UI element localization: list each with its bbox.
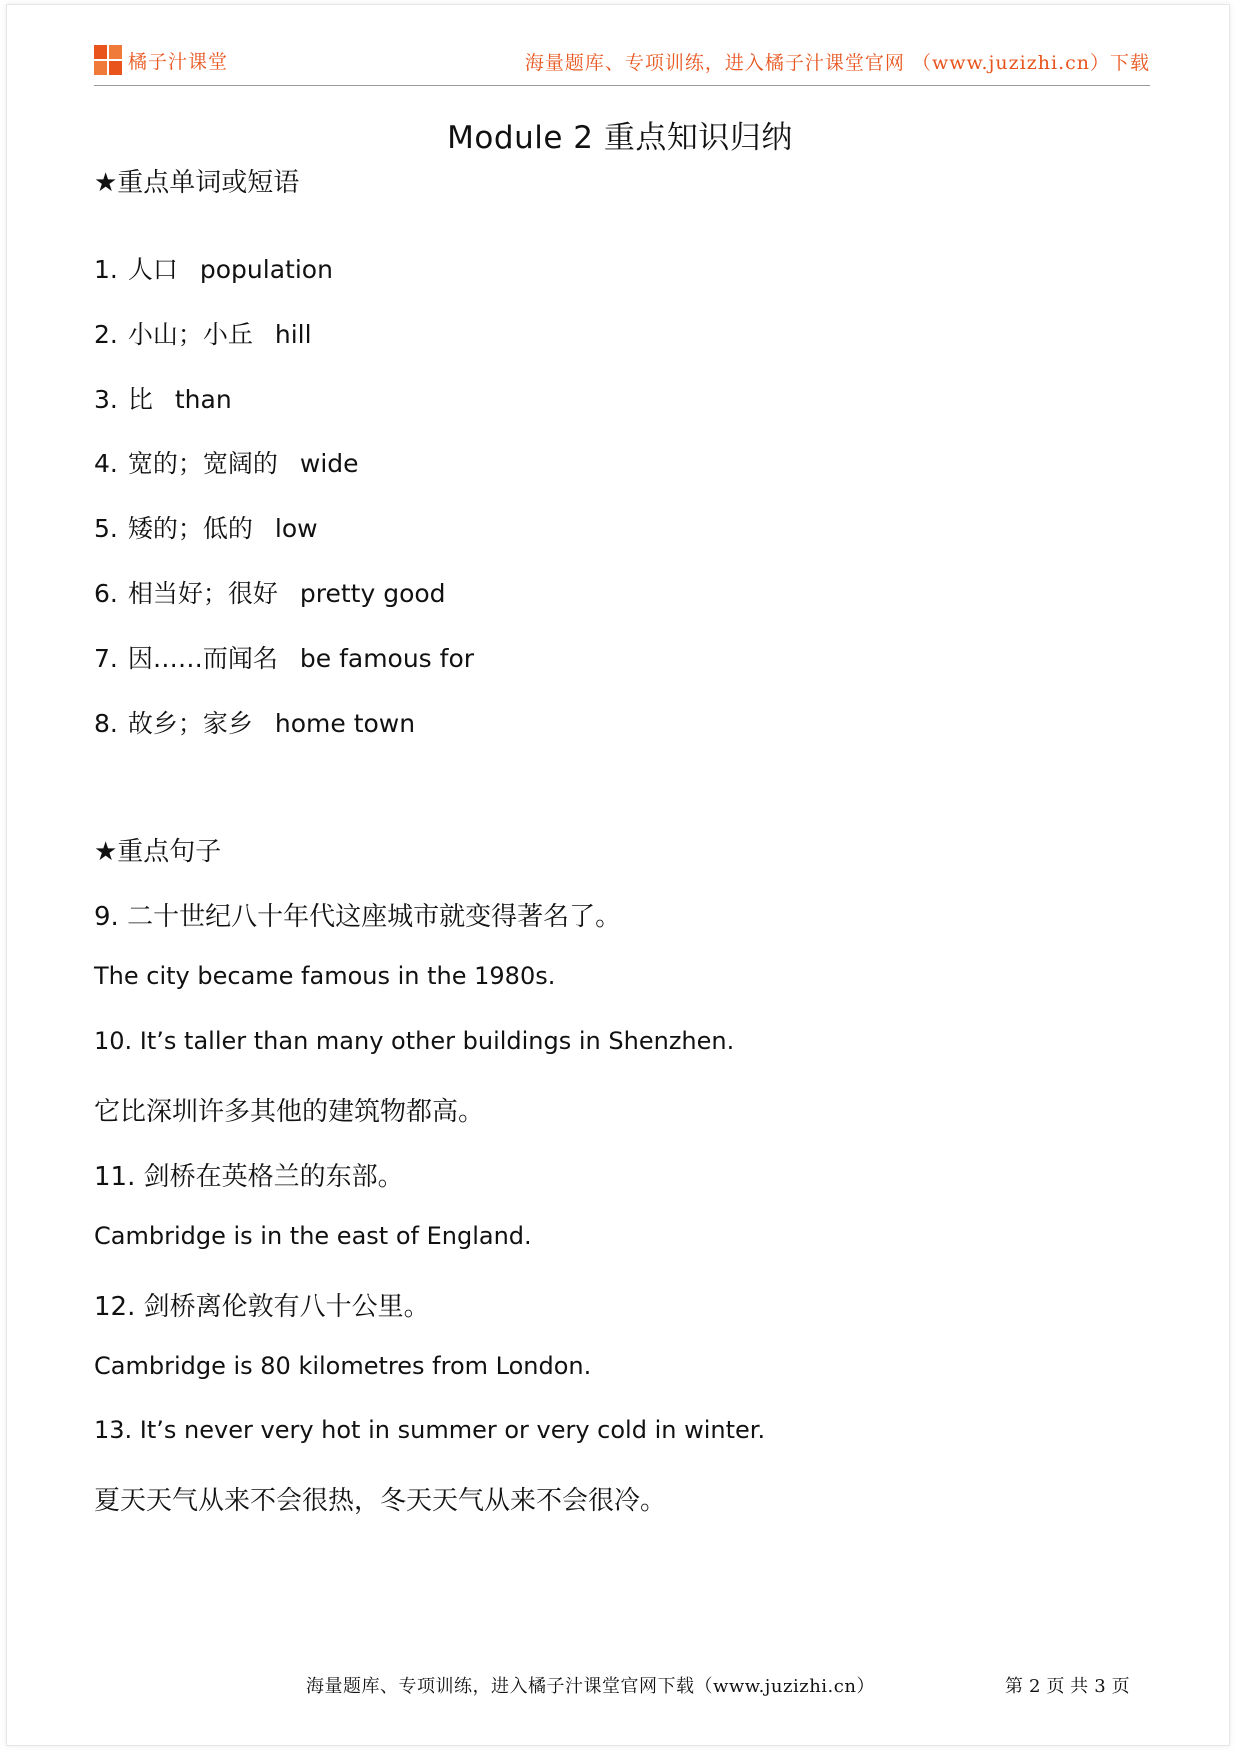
sentence-line: 它比深圳许多其他的建筑物都高。 [94,1097,485,1127]
sentences-section-heading: ★重点句子 [94,837,222,867]
sentence-line: The city became famous in the 1980s. [94,962,556,990]
item-english: wide [299,449,359,478]
item-chinese: 相当好；很好 [127,579,278,608]
header-slogan: 海量题库、专项训练，进入橘子汁课堂官网 （www.juzizhi.cn）下载 [524,52,1150,74]
item-number: 4. [94,449,118,478]
sentence-line: Cambridge is in the east of England. [94,1222,532,1250]
word-item [94,315,312,351]
item-english: pretty good [299,579,446,608]
word-item [94,444,359,480]
item-number: 6. [94,579,118,608]
item-english: home town [274,709,416,738]
word-item [94,574,446,610]
sentence-line: 12. 剑桥离伦敦有八十公里。 [94,1292,430,1322]
item-number: 1. [94,255,118,284]
words-section-heading: ★重点单词或短语 [94,168,300,198]
logo-squares-icon [94,45,122,75]
word-item [94,509,318,545]
word-item [94,250,333,286]
brand-logo [94,44,228,76]
item-chinese: 矮的；低的 [127,514,253,543]
current-page: 2 [1029,1676,1041,1697]
item-chinese: 故乡；家乡 [127,709,253,738]
item-number: 2. [94,320,118,349]
item-english: than [174,385,232,414]
item-chinese: 比 [127,385,153,414]
item-english: low [274,514,318,543]
logo-text: 橘子汁课堂 [128,50,229,73]
item-number: 7. [94,644,118,673]
item-english: be famous for [299,644,475,673]
header-divider [94,85,1150,86]
sentence-line: 11. 剑桥在英格兰的东部。 [94,1162,404,1192]
page-number: 第 2 页 共 3 页 [1005,1676,1130,1697]
total-pages: 3 [1094,1676,1106,1697]
sentence-line: 10. It’s taller than many other buildings in Shenzhen. [94,1027,735,1055]
sentence-line: 9. 二十世纪八十年代这座城市就变得著名了。 [94,902,622,932]
page-header [94,44,1150,84]
word-item [94,639,474,675]
page-title: Module 2 重点知识归纳 [447,120,793,156]
item-chinese: 因……而闻名 [127,644,278,673]
item-chinese: 人口 [127,255,178,284]
item-english: population [199,255,333,284]
page-footer [0,1672,1240,1702]
item-number: 3. [94,385,118,414]
word-item [94,380,232,416]
item-chinese: 宽的；宽阔的 [127,449,278,478]
item-chinese: 小山；小丘 [127,320,253,349]
item-number: 8. [94,709,118,738]
item-english: hill [274,320,312,349]
footer-slogan: 海量题库、专项训练，进入橘子汁课堂官网下载（www.juzizhi.cn） [306,1676,875,1697]
item-number: 5. [94,514,118,543]
word-item [94,704,415,740]
sentence-line: Cambridge is 80 kilometres from London. [94,1352,592,1380]
sentence-line: 13. It’s never very hot in summer or very cold in winter. [94,1416,766,1444]
sentence-line: 夏天天气从来不会很热，冬天天气从来不会很冷。 [94,1486,667,1516]
